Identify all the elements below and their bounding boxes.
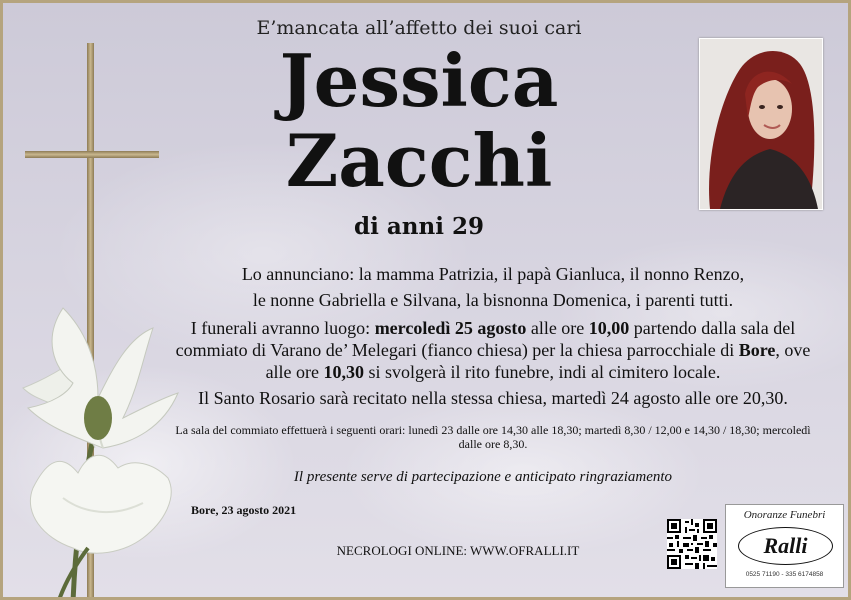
lead-line: E’mancata all’affetto dei suoi cari	[256, 17, 582, 39]
cross-bar	[25, 151, 159, 158]
deceased-first-name: Jessica	[279, 38, 559, 123]
online-link[interactable]: NECROLOGI ONLINE: WWW.OFRALLI.IT	[336, 543, 580, 558]
announcement-line-2: le nonne Gabriella e Silvana, la bisnonna Domenica, i parenti tutti.	[252, 290, 734, 310]
funeral-church: Bore	[738, 340, 776, 360]
announcement-line-1: Lo annunciano: la mamma Patrizia, il papà Gianluca, il nonno Renzo,	[241, 264, 745, 284]
rite-time: 10,30	[323, 362, 365, 382]
deceased-age: di anni 29	[354, 213, 484, 240]
funeral-text: , ove alle ore	[265, 340, 811, 382]
funeral-details	[163, 317, 823, 383]
funeral-text: partendo dalla sala del commiato di Varano de’ Melegari (fianco chiesa) per la chiesa parrocchiale di	[175, 318, 796, 360]
portrait-photo	[699, 38, 823, 210]
viewing-hours: La sala del commiato effettuerà i seguenti orari: lunedì 23 dalle ore 14,30 alle 18,30; martedì 8,30 / 12,00 e 14,30 / 18,30; mercoledì dalle ore 8,30.	[175, 423, 811, 451]
rosary-notice: Il Santo Rosario sarà recitato nella stessa chiesa, martedì 24 agosto alle ore 20,30.	[198, 388, 788, 408]
thanks-line: Il presente serve di partecipazione e anticipato ringraziamento	[293, 469, 673, 485]
funeral-time: 10,00	[588, 318, 630, 338]
logo-name: Ralli	[738, 527, 833, 565]
funeral-text: alle ore	[526, 318, 589, 338]
announcement	[163, 261, 823, 313]
logo-phones: 0525 71190 - 335 6174858	[745, 571, 824, 578]
funeral-day: mercoledì 25 agosto	[374, 318, 527, 338]
logo-tagline: Onoranze Funebri	[743, 509, 826, 521]
qr-code-icon[interactable]	[667, 519, 717, 569]
deceased-last-name: Zacchi	[285, 118, 553, 203]
funeral-text: si svolgerà il rito funebre, indi al cimitero locale.	[364, 362, 721, 382]
place-date: Bore, 23 agosto 2021	[191, 503, 297, 517]
funeral-home-logo	[725, 504, 844, 588]
funeral-text: I funerali avranno luogo:	[190, 318, 375, 338]
